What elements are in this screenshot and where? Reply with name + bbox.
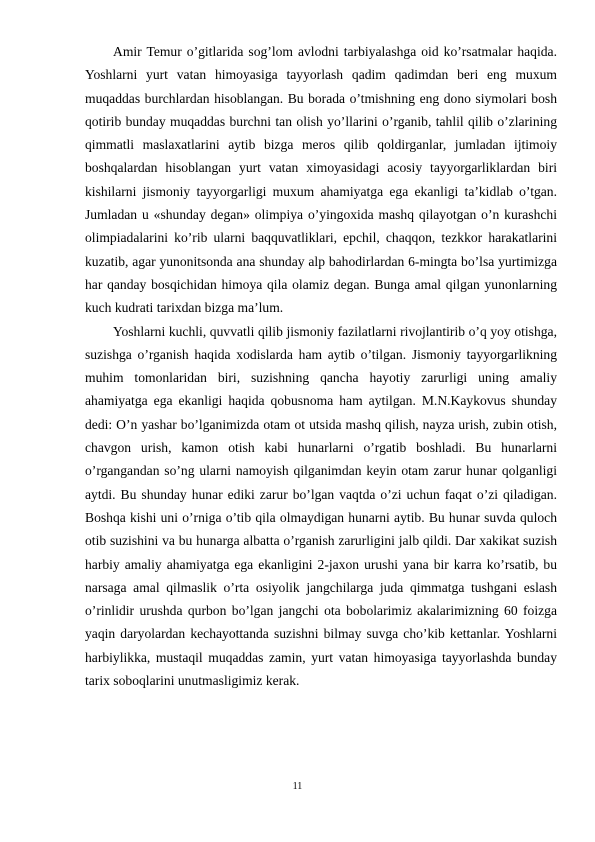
document-body [85, 40, 557, 692]
paragraph-1: Amir Temur o’gitlarida sog’lom avlodni tarbiyalashga oid ko’rsatmalar haqida. Yoshlarni yurt vatan himoyasiga tayyorlash qadim qadimdan beri eng muxum muqaddas burchlardan hisoblangan. Bu borada o’tmishning eng dono siymolari bosh qotirib bunday muqaddas burchni tan olish yo’llarini o’rganib, tahlil qilib o’zlarining qimmatli maslaxatlarini aytib bizga meros qilib qoldirganlar, jumladan ijtimoiy boshqalardan hisoblangan yurt vatan ximoyasidagi acosiy tayyorgarliklardan biri kishilarni jismoniy tayyorgarligi muxum ahamiyatga ega ekanligi ta’kidlab o’tgan. Jumladan u «shunday degan» olimpiya o’yingoxida mashq qilayotgan o’n kurashchi olimpiadalarini ko’rib ularni baqquvatliklari, epchil, chaqqon, tezkkor harakatlarini kuzatib, agar yunonitsonda ana shunday alp bahodirlardan 6-mingta bo’lsa yurtimizga har qanday bosqichidan himoya qila olamiz degan. Bunga amal qilgan yunonlarning kuch kudrati tarixdan bizga ma’lum. [85, 44, 557, 316]
paragraph-2: Yoshlarni kuchli, quvvatli qilib jismoniy fazilatlarni rivojlantirib o’q yoy otishga, suzishga o’rganish haqida xodislarda ham aytib o’tilgan. Jismoniy tayyorgarlikning muhim tomonlaridan biri, suzishning qancha hayotiy zarurligi uning amaliy ahamiyatga ega ekanligi haqida qobusnoma ham aytilgan. M.N.Kaykovus shunday dedi: O’n yashar bo’lganimizda otam ot utsida mashq qilish, nayza urish, zubin otish, chavgon urish, kamon otish kabi hunarlarni o’rgatib boshladi. Bu hunarlarni o’rgangandan so’ng ularni namoyish qilganimdan keyin otam zarur hunar qolganligi aytdi. Bu shunday hunar ediki zarur bo’lgan vaqtda o’zi uchun faqat o’zi qiladigan. Boshqa kishi uni o’rniga o’tib qila olmaydigan hunarni aytib. Bu hunar suvda quloch otib suzishini va bu hunarga albatta o’rganish zarurligini jalb qildi. Dar xakikat suzish harbiy amaliy ahamiyatga ega ekanligini 2-jaxon urushi yana bir karra ko’rsatib, bu narsaga amal qilmaslik o’rta osiyolik jangchilarga juda qimmatga tushgani eslash o’rinlidir urushda qurbon bo’lgan jangchi ota bobolarimiz akalarimizning 60 foizga yaqin daryolardan kechayottanda suzishni bilmay suvga cho’kib kettanlar. Yoshlarni harbiylikka, mustaqil muqaddas zamin, yurt vatan himoyasiga tayyorlashda bunday tarix soboqlarini unutmasligimiz kerak. [85, 323, 557, 689]
page-number: 11 [292, 781, 303, 792]
